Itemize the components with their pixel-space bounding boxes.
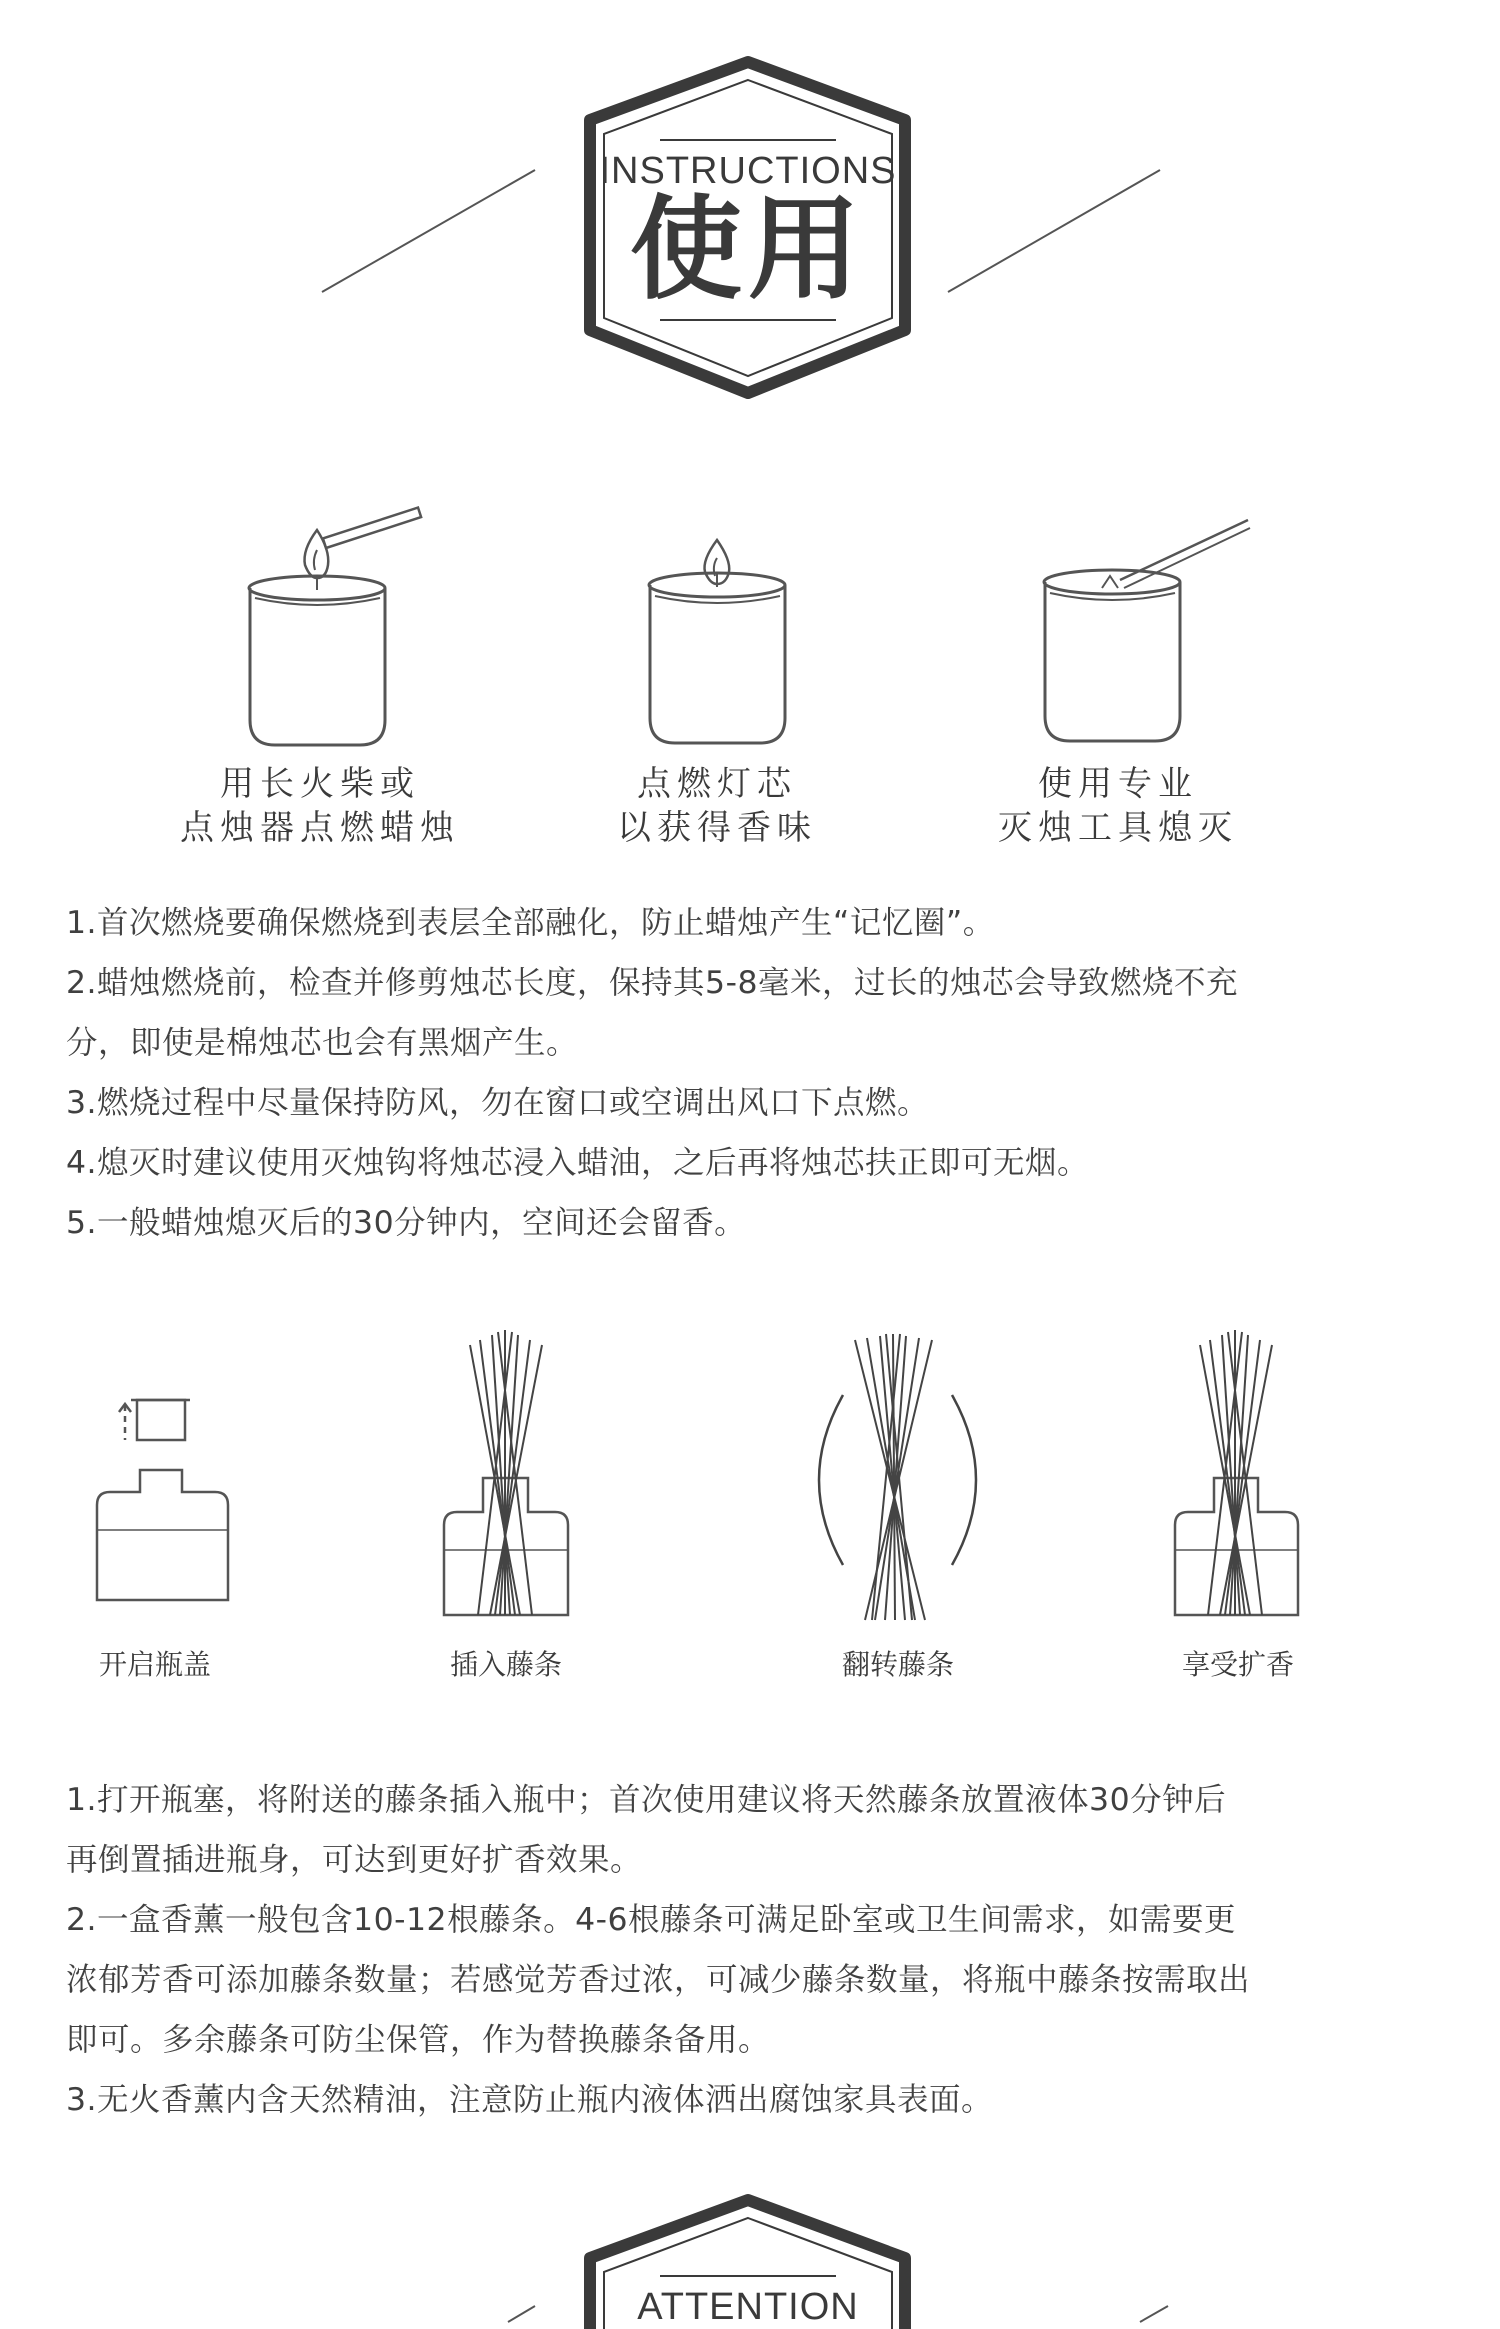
note-line: 3.燃烧过程中尽量保持防风，勿在窗口或空调出风口下点燃。	[66, 1085, 930, 1121]
note-line: 即可。多余藤条可防尘保管，作为替换藤条备用。	[66, 2022, 771, 2058]
caption-line: 以获得香味	[617, 808, 817, 848]
caption-line: 灭烛工具熄灭	[998, 808, 1238, 848]
decorative-line-left	[508, 2306, 535, 2322]
candle-flame-icon	[0, 0, 1500, 800]
candle-step-3-caption	[938, 762, 1298, 850]
note-line: 2.蜡烛燃烧前，检查并修剪烛芯长度，保持其5-8毫米，过长的烛芯会导致燃烧不充	[66, 965, 1239, 1001]
badge-subtitle: ATTENTION	[637, 2286, 859, 2328]
candle-notes	[66, 893, 1446, 1253]
note-line: 1.打开瓶塞，将附送的藤条插入瓶中；首次使用建议将天然藤条放置液体30分钟后	[66, 1782, 1227, 1818]
note-line: 3.无火香薰内含天然精油，注意防止瓶内液体洒出腐蚀家具表面。	[66, 2082, 994, 2118]
note-line: 分，即使是棉烛芯也会有黑烟产生。	[66, 1025, 579, 1061]
diffuser-step-4-label: 享受扩香	[1181, 1648, 1294, 1681]
note-line: 再倒置插进瓶身，可达到更好扩香效果。	[66, 1842, 643, 1878]
decorative-line-right	[948, 170, 1160, 292]
candle-snuffer-icon	[0, 0, 1500, 800]
caption-line: 点烛器点燃蜡烛	[180, 808, 460, 848]
candle-match-icon	[0, 0, 1500, 800]
caption-line: 使用专业	[1038, 764, 1198, 804]
note-line: 4.熄灭时建议使用灭烛钩将烛芯浸入蜡油，之后再将烛芯扶正即可无烟。	[66, 1145, 1090, 1181]
note-line: 浓郁芳香可添加藤条数量；若感觉芳香过浓，可减少藤条数量，将瓶中藤条按需取出	[66, 1962, 1251, 1998]
page-title: 使用	[630, 185, 866, 315]
note-line: 1.首次燃烧要确保燃烧到表层全部融化，防止蜡烛产生“记忆圈”。	[66, 905, 995, 941]
diffuser-step-1-label: 开启瓶盖	[98, 1648, 211, 1681]
candle-step-2-caption	[537, 762, 897, 850]
diffuser-step-3-label: 翻转藤条	[841, 1648, 954, 1681]
caption-line: 点燃灯芯	[637, 764, 797, 804]
caption-line: 用长火柴或	[220, 764, 420, 804]
diffuser-step-2-label: 插入藤条	[449, 1648, 562, 1681]
badge-subtitle: INSTRUCTIONS	[599, 150, 897, 192]
candle-step-1-caption	[140, 762, 500, 850]
note-line: 5.一般蜡烛熄灭后的30分钟内，空间还会留香。	[66, 1205, 747, 1241]
diffuser-notes	[66, 1770, 1446, 2130]
decorative-line-right	[1140, 2306, 1168, 2322]
note-line: 2.一盒香薰一般包含10-12根藤条。4-6根藤条可满足卧室或卫生间需求，如需要更	[66, 1902, 1237, 1938]
